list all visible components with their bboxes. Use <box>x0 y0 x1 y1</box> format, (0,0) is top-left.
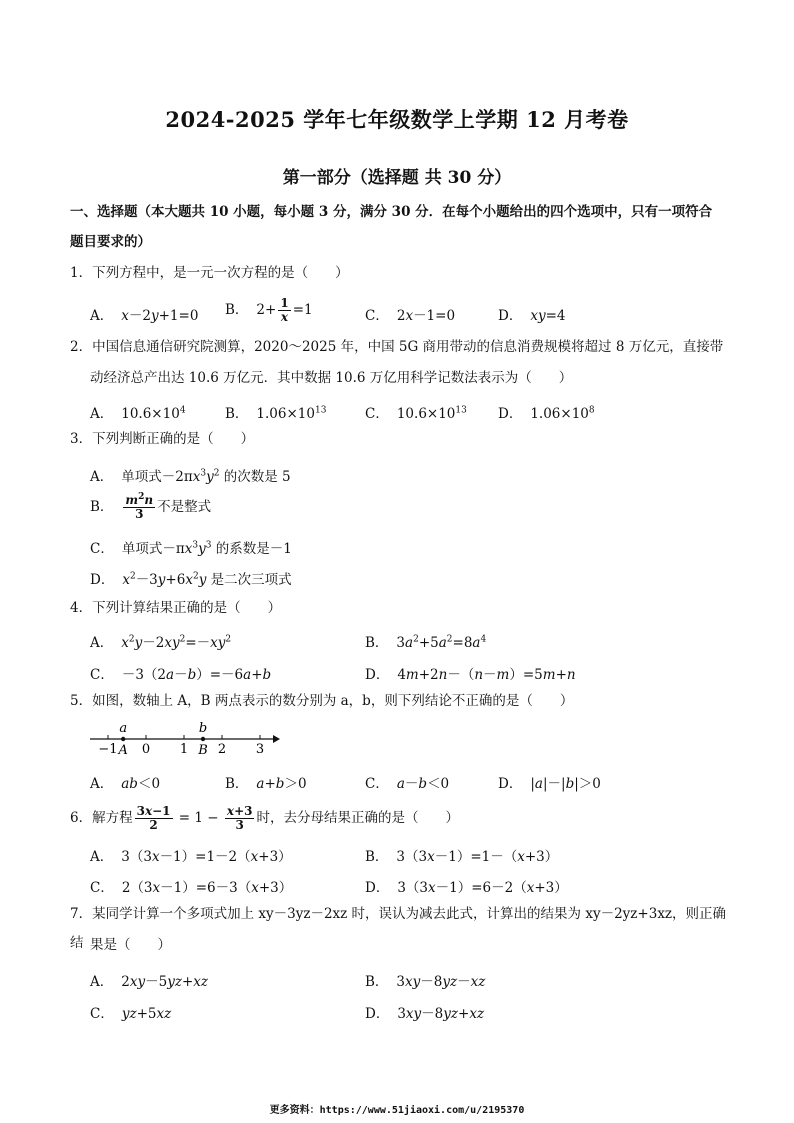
question-2-option-c: C． $10.6\times 10^{13}$ <box>365 405 467 422</box>
question-2-option-a: A． $10.6\times 10^4$ <box>90 405 186 422</box>
question-1-option-c: C． 2x－1=0 <box>365 308 456 324</box>
question-7-option-b: B． 3xy－8yz－xz <box>365 974 486 990</box>
question-5-option-d: D． |a|－|b|＞0 <box>498 776 601 792</box>
question-6-option-d: D． 3（3x－1）=6－2（x+3） <box>365 880 568 896</box>
question-6-option-b: B． 3（3x－1）=1－（x+3） <box>365 849 559 865</box>
number-line-point-variable: a <box>119 721 128 736</box>
question-4-option-d: D． 4m+2n－（n－m）=5m+n <box>365 667 576 683</box>
exam-title: 2024-2025 学年七年级数学上学期 12 月考卷 <box>165 107 629 132</box>
question-4-stem: 4．下列计算结果正确的是（ ） <box>70 600 282 616</box>
number-line-point-b <box>201 737 205 741</box>
question-1-option-b: B． 2+ $\frac{1}{x}$ =1 <box>225 296 313 324</box>
question-7-stem-continued: 果是（ ） <box>90 937 171 953</box>
question-4-option-a: A． $x^2y-2xy^2=-xy^2$ <box>90 634 232 651</box>
question-5-option-b: B． a+b＞0 <box>225 776 307 792</box>
question-6-stem: 6．解方程 $\frac{3x-1}{2}$ = 1 − $\frac{x+3}{3}$ 时，去分母结果正确的是（ ） <box>70 804 459 832</box>
number-line-point-name: B <box>198 743 208 758</box>
question-7-option-c: C． yz+5xz <box>90 1006 172 1022</box>
number-line-arrow <box>273 735 280 743</box>
question-6-option-c: C． 2（3x－1）=6－3（x+3） <box>90 880 293 896</box>
number-line-tick-label: −1 <box>98 742 118 757</box>
number-line-point-a <box>121 737 125 741</box>
question-5-option-a: A． ab＜0 <box>90 776 161 792</box>
question-7-option-a: A． 2xy－5yz+xz <box>90 974 208 990</box>
number-line-tick-label: 2 <box>217 742 227 757</box>
part-title: 第一部分（选择题 共 30 分） <box>282 168 512 188</box>
question-3-option-a: A． 单项式$-2\pi x^3y^2$ 的次数是 5 <box>90 468 291 485</box>
section-header-continued: 题目要求的） <box>70 234 151 250</box>
question-1-option-a: A． x－2y+1=0 <box>90 308 199 324</box>
question-1-stem: 1．下列方程中，是一元一次方程的是（ ） <box>70 265 349 281</box>
question-3-option-b: B． $\frac{m^2n}{3}$ 不是整式 <box>90 492 212 521</box>
number-line-tick-label: 0 <box>141 742 151 757</box>
number-line-figure <box>88 720 288 760</box>
question-6-stem-prefix: 6．解方程 <box>70 810 133 826</box>
question-2-stem-continued: 动经济总产出达 10.6 万亿元．其中数据 10.6 万亿用科学记数法表示为（ ） <box>90 370 573 386</box>
question-3-option-b-text: 不是整式 <box>157 499 212 515</box>
question-1-option-d: D． xy=4 <box>498 308 566 324</box>
question-4-option-b: B． $3a^2+5a^2=8a^4$ <box>365 634 487 651</box>
footer-source-link[interactable]: 更多资料：https://www.51jiaoxi.com/u/2195370 <box>269 1105 525 1116</box>
question-5-option-c: C． a－b＜0 <box>365 776 450 792</box>
question-3-option-c: C． 单项式$-\pi x^3y^3$ 的系数是－1 <box>90 540 292 557</box>
number-line-point-name: A <box>118 743 128 758</box>
section-header: 一、选择题（本大题共 10 小题，每小题 3 分，满分 30 分．在每个小题给出的四个选项中，只有一项符合 <box>70 204 713 220</box>
question-3-option-d: D． $x^2-3y+6x^2y$ 是二次三项式 <box>90 571 292 588</box>
number-line-tick-label: 1 <box>179 742 189 757</box>
question-5-stem: 5．如图，数轴上 A，B 两点表示的数分别为 a，b，则下列结论不正确的是（ ） <box>70 693 574 709</box>
question-6-stem-suffix: 时，去分母结果正确的是（ ） <box>256 810 459 826</box>
number-line-tick-label: 3 <box>255 742 265 757</box>
question-4-option-c: C． －3（2a－b）=－6a+b <box>90 667 272 683</box>
question-2-stem: 2．中国信息通信研究院测算，2020～2025 年，中国 5G 商用带动的信息消费规模将超过 8 万亿元，直接带 <box>70 339 724 355</box>
question-2-option-b: B． $1.06\times 10^{13}$ <box>225 405 327 422</box>
question-2-option-d: D． $1.06\times 10^8$ <box>498 405 595 422</box>
question-3-stem: 3．下列判断正确的是（ ） <box>70 431 255 447</box>
question-7-stem: 7．某同学计算一个多项式加上 xy－3yz－2xz 时，误认为减去此式，计算出的结果为 xy－2yz+3xz，则正确结 <box>70 906 727 951</box>
question-7-option-d: D． 3xy－8yz+xz <box>365 1006 485 1022</box>
number-line-point-variable: b <box>198 721 208 736</box>
question-6-option-a: A． 3（3x－1）=1－2（x+3） <box>90 849 292 865</box>
